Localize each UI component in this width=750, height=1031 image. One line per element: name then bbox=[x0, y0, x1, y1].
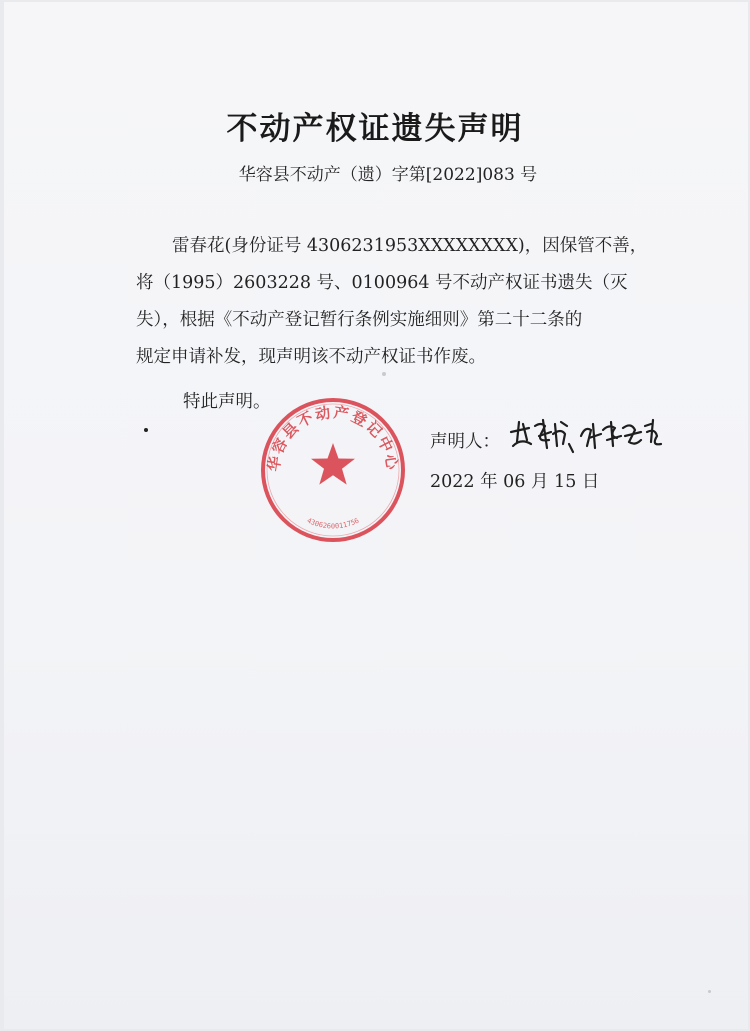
body-line-2: 将（1995）2603228 号、0100964 号不动产权证书遗失（灭 bbox=[136, 273, 628, 293]
body-line-4: 规定申请补发，现声明该不动产权证书作废。 bbox=[136, 347, 486, 367]
ink-dot bbox=[144, 428, 148, 432]
closing-statement: 特此声明。 bbox=[183, 392, 271, 412]
handwritten-signature bbox=[505, 412, 665, 462]
page-title: 不动产权证遗失声明 bbox=[226, 111, 524, 147]
seal-star-icon bbox=[311, 443, 355, 485]
declaration-date: 2022 年 06 月 15 日 bbox=[430, 472, 600, 492]
document-number: 华容县不动产（遗）字第[2022]083 号 bbox=[238, 165, 538, 185]
paper-speck bbox=[708, 990, 711, 993]
paper-speck bbox=[382, 372, 386, 376]
body-line-3: 失），根据《不动产登记暂行条例实施细则》第二十二条的 bbox=[136, 310, 583, 330]
declarant-label: 声明人： bbox=[430, 432, 500, 452]
seal-code: 4306260011756 bbox=[305, 516, 361, 531]
svg-text:4306260011756 bbox=[306, 517, 361, 531]
body-line-1: 雷春花(身份证号 4306231953XXXXXXXX)，因保管不善， bbox=[172, 236, 648, 256]
official-seal bbox=[258, 395, 408, 545]
seal-text: 华容县不动产登记中心 bbox=[264, 403, 402, 473]
body-paragraph bbox=[136, 228, 656, 376]
